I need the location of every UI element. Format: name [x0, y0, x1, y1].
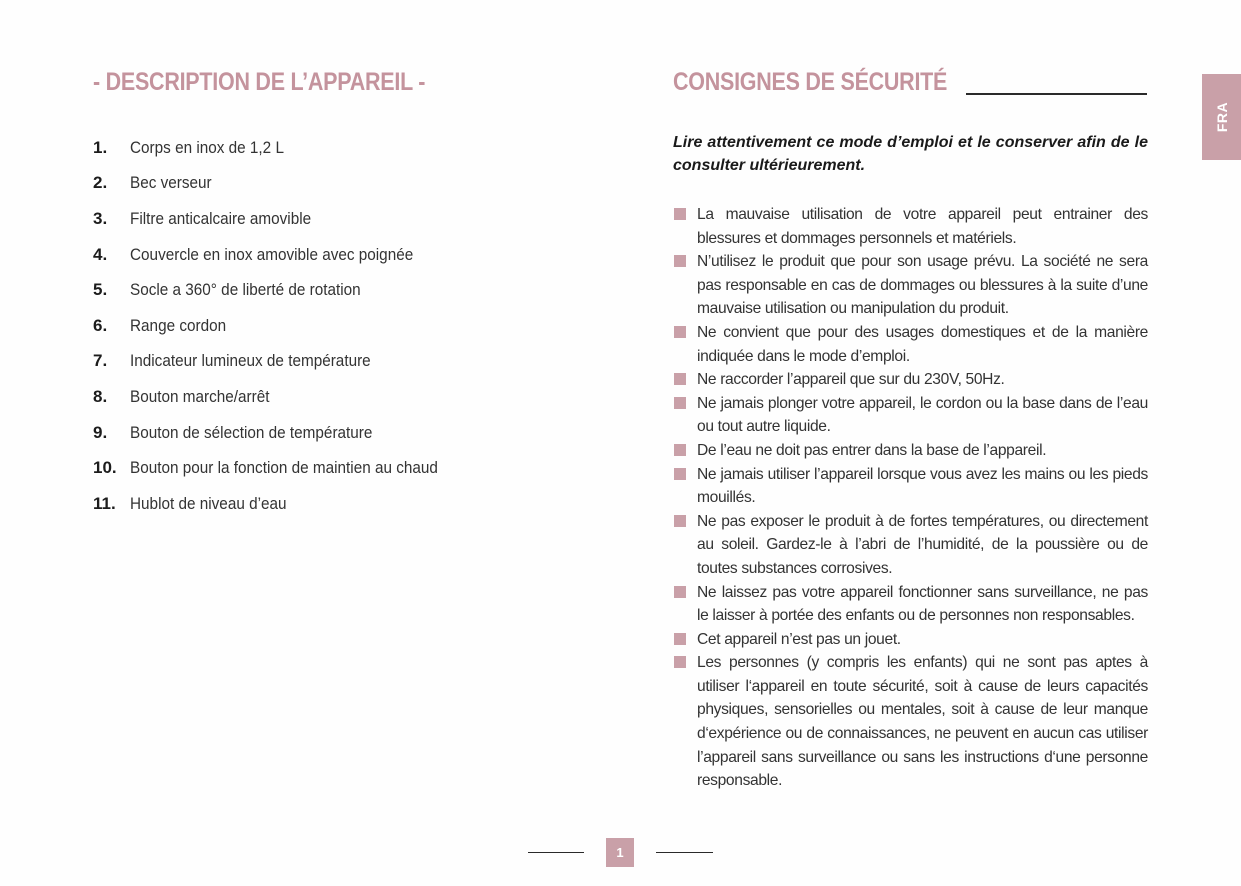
safety-rule-text: La mauvaise utilisation de votre appareil peut entrainer des blessures et dommages personnels et matériels.	[697, 206, 1148, 247]
part-number: 6.	[93, 315, 108, 335]
square-bullet-icon	[674, 444, 686, 456]
safety-rule-text: Les personnes (y compris les enfants) qui ne sont pas aptes à utiliser l‘appareil en toute sécurité, soit à cause de leurs capacités physiques, sensorielles ou mentales, soit à cause de leur manque d‘expérience ou de connaissances, ne peuvent en aucun cas utiliser l’appareil sans surveillance ou sans les instructions d‘une personne responsable.	[697, 654, 1148, 790]
part-label: Bouton pour la fonction de maintien au chaud	[130, 458, 438, 478]
part-label: Range cordon	[130, 315, 227, 335]
square-bullet-icon	[674, 373, 686, 385]
parts-list-item	[93, 272, 472, 308]
safety-rule-item	[673, 392, 1148, 439]
part-number: 4.	[93, 244, 108, 264]
parts-list-item	[93, 379, 472, 415]
parts-list-item	[93, 450, 472, 486]
parts-list-item	[93, 308, 472, 344]
part-number: 2.	[93, 173, 108, 193]
parts-list-item	[93, 130, 472, 166]
safety-rule-text: N’utilisez le produit que pour son usage prévu. La société ne sera pas responsable en cas de dommages ou blessures à la suite d’une mauvaise utilisation ou manipulation du produit.	[697, 253, 1148, 318]
safety-rule-item	[673, 203, 1148, 250]
footer-divider-right	[656, 852, 713, 853]
safety-title: CONSIGNES DE SÉCURITÉ	[673, 68, 948, 96]
square-bullet-icon	[674, 255, 686, 267]
safety-rule-text: Ne jamais utiliser l’appareil lorsque vous avez les mains ou les pieds mouillés.	[697, 465, 1148, 507]
part-number: 9.	[93, 422, 108, 442]
part-label: Filtre anticalcaire amovible	[130, 208, 312, 228]
safety-rule-text: Ne raccorder l’appareil que sur du 230V, 50Hz.	[697, 371, 1005, 389]
safety-rule-text: Cet appareil n’est pas un jouet.	[697, 630, 901, 648]
safety-rule-item	[673, 651, 1148, 793]
part-label: Hublot de niveau d’eau	[130, 493, 287, 513]
square-bullet-icon	[674, 468, 686, 480]
description-title: - DESCRIPTION DE L’APPAREIL -	[93, 68, 426, 96]
parts-list-item	[93, 237, 472, 273]
part-number: 5.	[93, 280, 108, 300]
parts-list-item	[93, 486, 472, 522]
parts-list-item	[93, 344, 472, 380]
part-number: 3.	[93, 208, 108, 228]
parts-list-item	[93, 166, 472, 202]
safety-rule-text: Ne jamais plonger votre appareil, le cordon ou la base dans de l’eau ou tout autre liquide.	[697, 394, 1148, 436]
part-label: Bouton marche/arrêt	[130, 386, 270, 406]
safety-rule-text: De l’eau ne doit pas entrer dans la base de l’appareil.	[697, 441, 1047, 459]
square-bullet-icon	[674, 397, 686, 409]
safety-rules-list	[673, 203, 1148, 793]
language-tab	[1202, 74, 1241, 160]
safety-rule-text: Ne pas exposer le produit à de fortes températures, ou directement au soleil. Gardez-le à l’abri de l’humidité, de la poussière ou de toutes substances corrosives.	[697, 512, 1148, 577]
part-number: 7.	[93, 351, 108, 371]
square-bullet-icon	[674, 633, 686, 645]
safety-rule-text: Ne laissez pas votre appareil fonctionner sans surveillance, ne pas le laisser à portée des enfants ou de personnes non responsables.	[697, 583, 1148, 625]
part-label: Socle a 360° de liberté de rotation	[130, 280, 361, 300]
safety-rule-item	[673, 439, 1148, 463]
safety-rule-item	[673, 250, 1148, 321]
safety-rule-item	[673, 463, 1148, 510]
part-label: Bouton de sélection de température	[130, 422, 373, 442]
parts-list	[93, 130, 472, 522]
part-number: 8.	[93, 386, 108, 406]
square-bullet-icon	[674, 208, 686, 220]
safety-rule-item	[673, 368, 1148, 392]
parts-list-item	[93, 415, 472, 451]
safety-rule-item	[673, 581, 1148, 628]
language-code: FRA	[1213, 101, 1230, 133]
safety-rule-item	[673, 628, 1148, 652]
square-bullet-icon	[674, 656, 686, 668]
square-bullet-icon	[674, 326, 686, 338]
square-bullet-icon	[674, 515, 686, 527]
safety-rule-item	[673, 510, 1148, 581]
square-bullet-icon	[674, 586, 686, 598]
part-number: 11.	[93, 493, 116, 513]
page-number: 1	[606, 838, 634, 867]
safety-rule-item	[673, 321, 1148, 368]
safety-intro: Lire attentivement ce mode d’emploi et le conserver afin de le consulter ultérieurement.	[673, 134, 1148, 174]
title-underline-divider	[966, 93, 1147, 95]
parts-list-item	[93, 201, 472, 237]
part-label: Couvercle en inox amovible avec poignée	[130, 244, 414, 264]
part-label: Indicateur lumineux de température	[130, 351, 371, 371]
safety-rule-text: Ne convient que pour des usages domestiques et de la manière indiquée dans le mode d’emploi.	[697, 323, 1148, 365]
part-number: 10.	[93, 458, 117, 478]
part-label: Corps en inox de 1,2 L	[130, 137, 284, 157]
footer-divider-left	[528, 852, 584, 853]
part-label: Bec verseur	[130, 173, 212, 193]
part-number: 1.	[93, 137, 108, 157]
